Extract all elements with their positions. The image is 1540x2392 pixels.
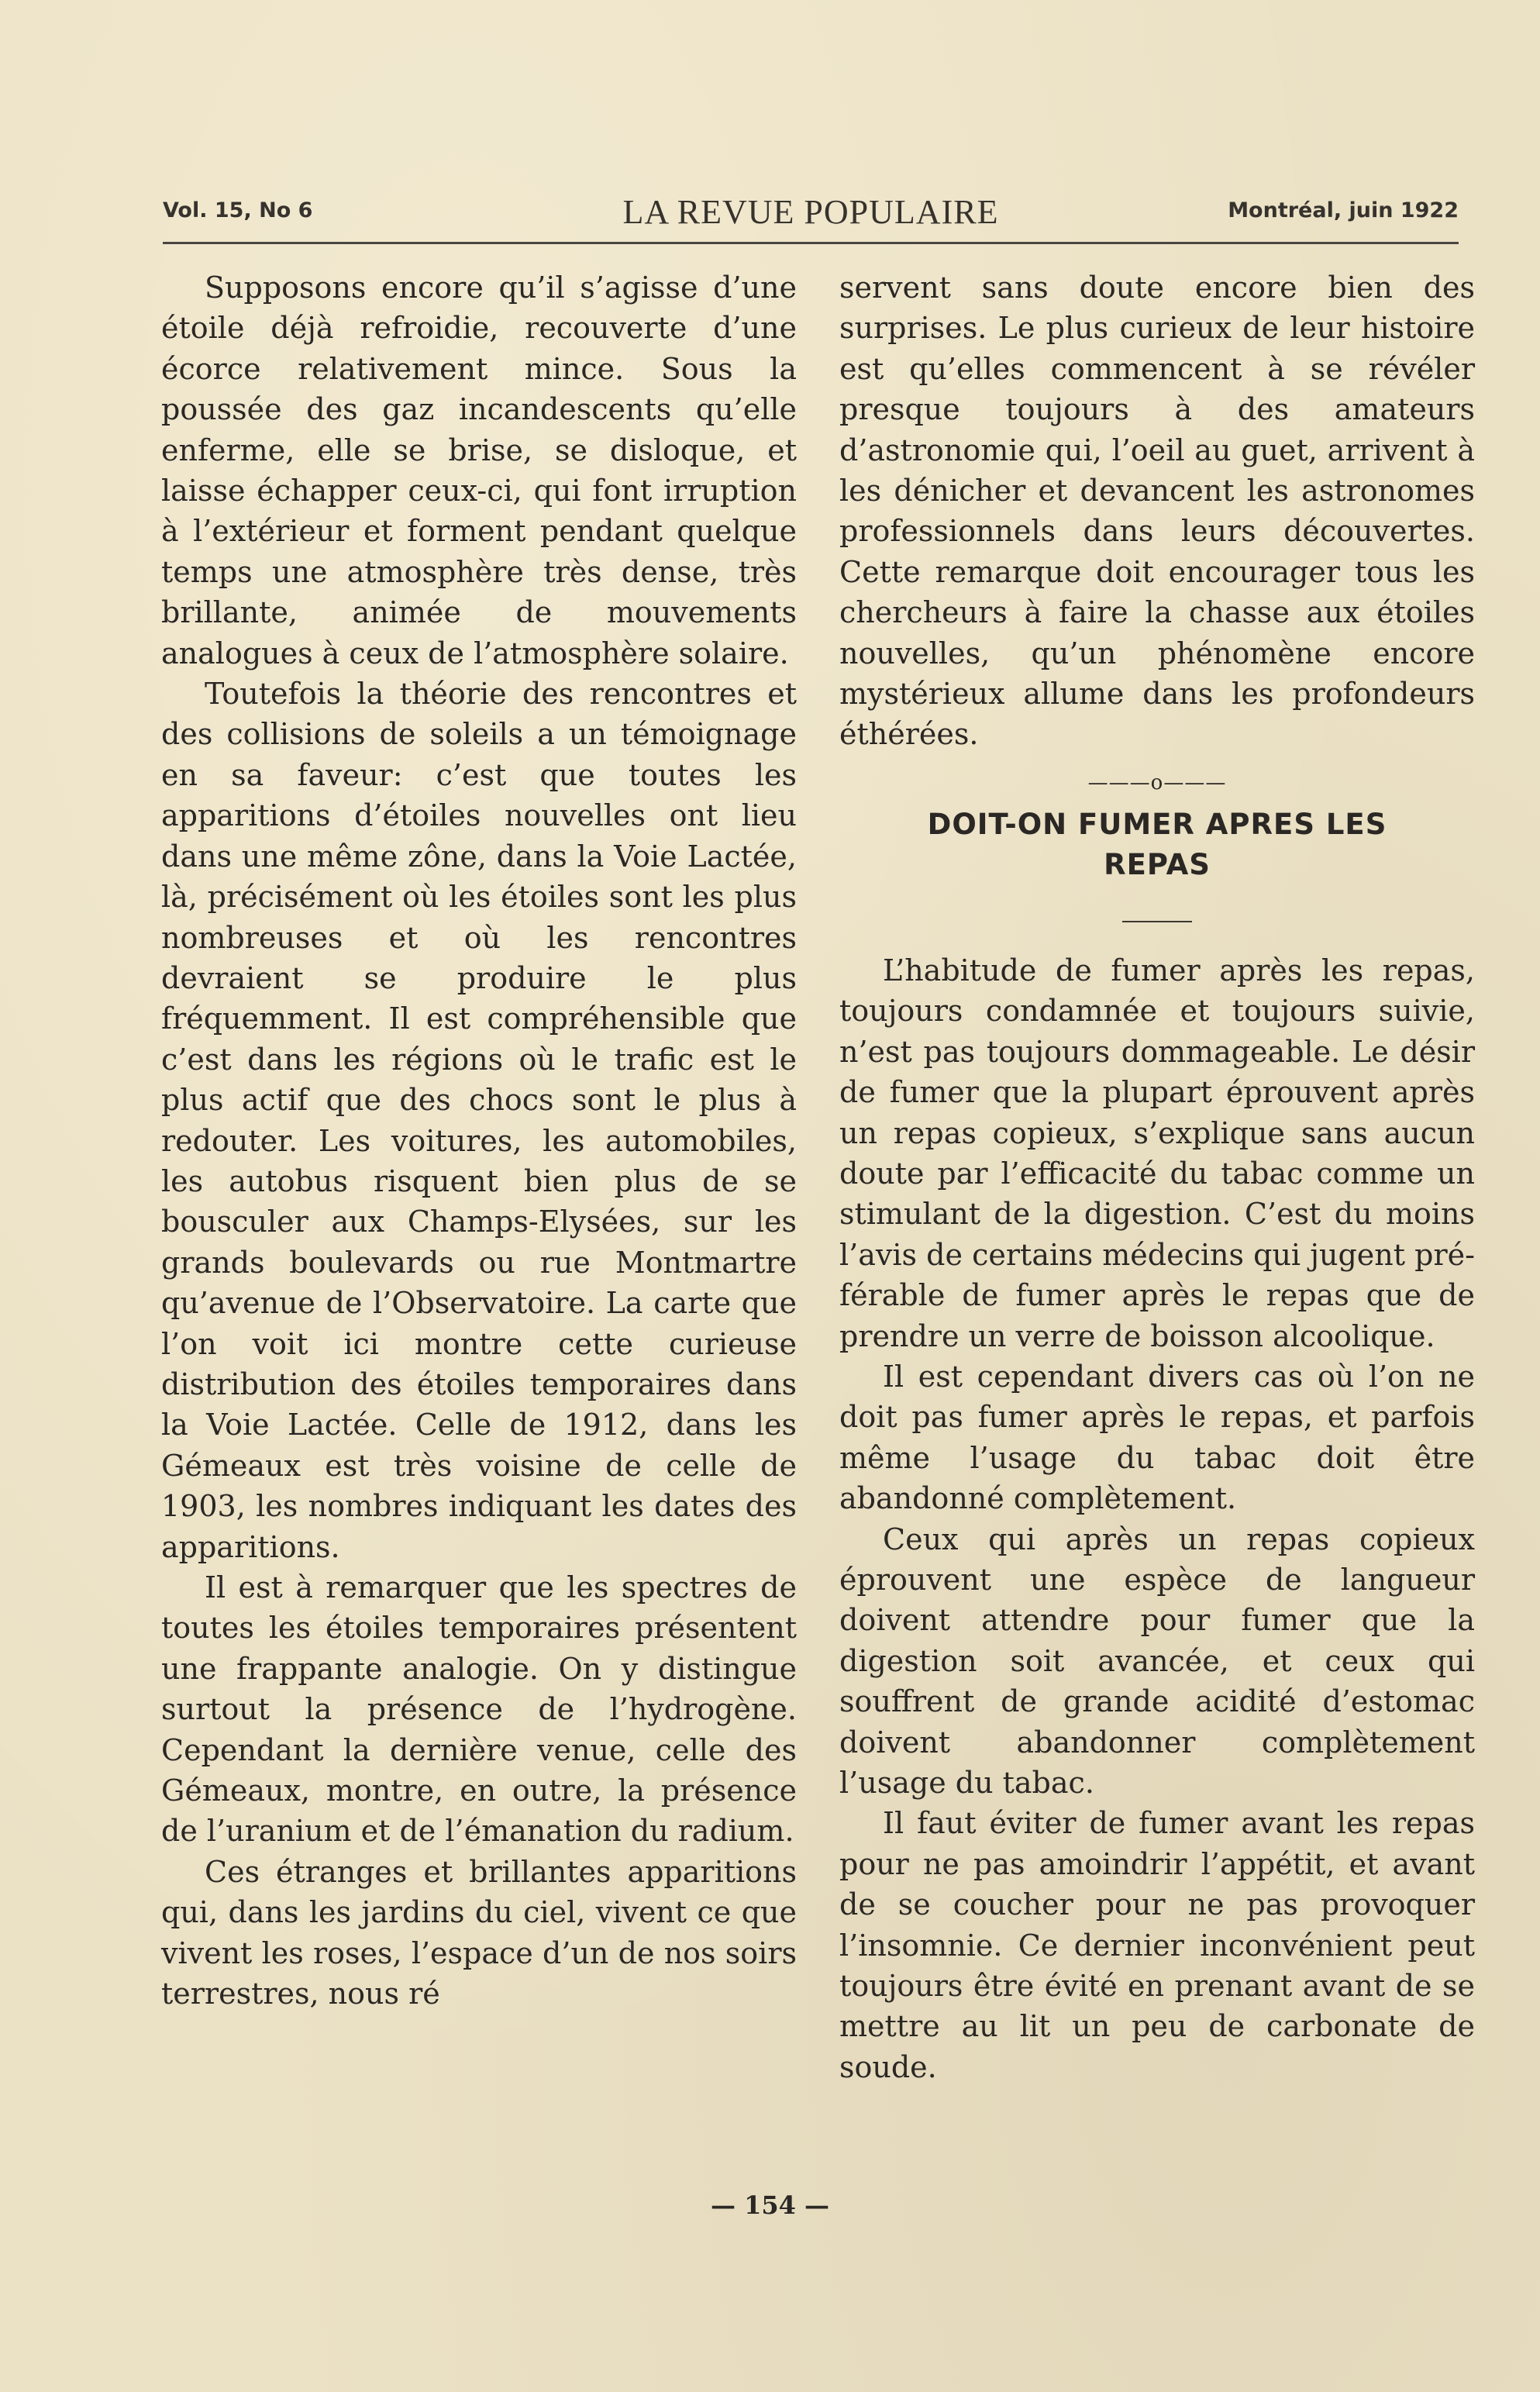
paragraph: Supposons encore qu’il s’agisse d’une étoile déjà refroidie, recouverte d’une écorce relativement mince. Sous la poussée des gaz incandescents qu’elle enferme, elle se brise, se disloque, et laisse échapper ceux-ci, qui font irruption à l’extérieur et forment pendant quelque temps une atmosphère très dense, très brillante, animée de mouvements analogues à ceux de l’atmosphère solaire. — [161, 271, 797, 670]
paragraph: Il faut éviter de fumer avant les repas pour ne pas amoindrir l’appétit, et avant de se coucher pour ne pas provoquer l’insomnie. Ce dernier inconvénient peut toujours être évité en prenant avant de se mettre au lit un peu de carbonate de soude. — [839, 1806, 1475, 2084]
paragraph: Il est cependant divers cas où l’on ne doit pas fumer après le repas, et parfois même l’usage du tabac doit être abandonné complètement. — [839, 1359, 1475, 1516]
journal-title: LA REVUE POPULAIRE — [622, 193, 999, 231]
right-column — [839, 267, 1475, 2087]
paragraph: Il est à remarquer que les spectres de toutes les étoiles temporaires présentent une frappante analogie. On y distingue surtout la présence de l’hydrogène. Cependant la dernière venue, celle des Gémeaux, montre, en outre, la présence de l’uranium et de l’émanation du radium. — [161, 1570, 797, 1849]
section-title: DOIT-ON FUMER APRES LES REPAS — [927, 807, 1387, 881]
paragraph: Ceux qui après un repas copieux éprouvent une espèce de langueur doivent attendre pour fumer que la digestion soit avancée, et ceux qui souffrent de grande acidité d’estomac doivent abandonner complètement l’usage du tabac. — [839, 1522, 1475, 1800]
header-rule — [163, 242, 1459, 244]
paragraph: L’habitude de fumer après les repas, toujours condamnée et toujours suivie, n’est pas toujours dommageable. Le désir de fumer que la plupart éprouvent après un repas copieux, s’explique sans aucun doute par l’efficacité du tabac comme un stimulant de la digestion. C’est du moins l’avis de certains médecins qui jugent préférable de fumer après le repas que de prendre un verre de boisson alcoolique. — [839, 953, 1475, 1353]
page-number: — 154 — — [710, 2190, 830, 2220]
paragraph: Ces étranges et brillantes apparitions qui, dans les jardins du ciel, vivent ce que vivent les roses, l’espace d’un de nos soirs terrestres, nous ré — [161, 1854, 797, 2011]
paragraph-continuation: servent sans doute encore bien des surprises. Le plus curieux de leur histoire est qu’elles commencent à se révéler presque toujours à des amateurs d’astronomie qui, l’oeil au guet, arrivent à les dénicher et devancent les astronomes professionnels dans leurs découvertes. Cette remarque doit encourager tous les chercheurs à faire la chasse aux étoiles nouvelles, qu’un phénomène encore mystérieux allume dans les profondeurs éthérées. — [839, 271, 1475, 752]
page-header — [163, 192, 1459, 239]
title-rule — [1122, 921, 1192, 922]
section-separator: ———o——— — [1087, 770, 1227, 794]
issue-date: Montréal, juin 1922 — [1228, 198, 1459, 222]
volume-number: Vol. 15, No 6 — [163, 198, 313, 222]
paragraph: Toutefois la théorie des rencontres et des collisions de soleils a un témoignage en sa faveur: c’est que toutes les apparitions d’étoiles nouvelles ont lieu dans une même zône, dans la Voie Lactée, là, précisément où les étoiles sont les plus nombreuses et où les rencontres devraient se produire le plus fréquemment. Il est compréhensible que c’est dans les régions où le trafic est le plus actif que des chocs sont le plus à redouter. Les voitures, les automobiles, les autobus risquent bien plus de se bousculer aux Champs-Elysées, sur les grands boulevards ou rue Montmartre qu’avenue de l’Observatoire. La carte que l’on voit ici montre cette curieuse distribution des étoiles temporaires dans la Voie Lactée. Celle de 1912, dans les Gémeaux est très voisine de celle de 1903, les nombres indiquant les dates des apparitions. — [161, 677, 797, 1564]
left-column — [161, 267, 797, 2014]
